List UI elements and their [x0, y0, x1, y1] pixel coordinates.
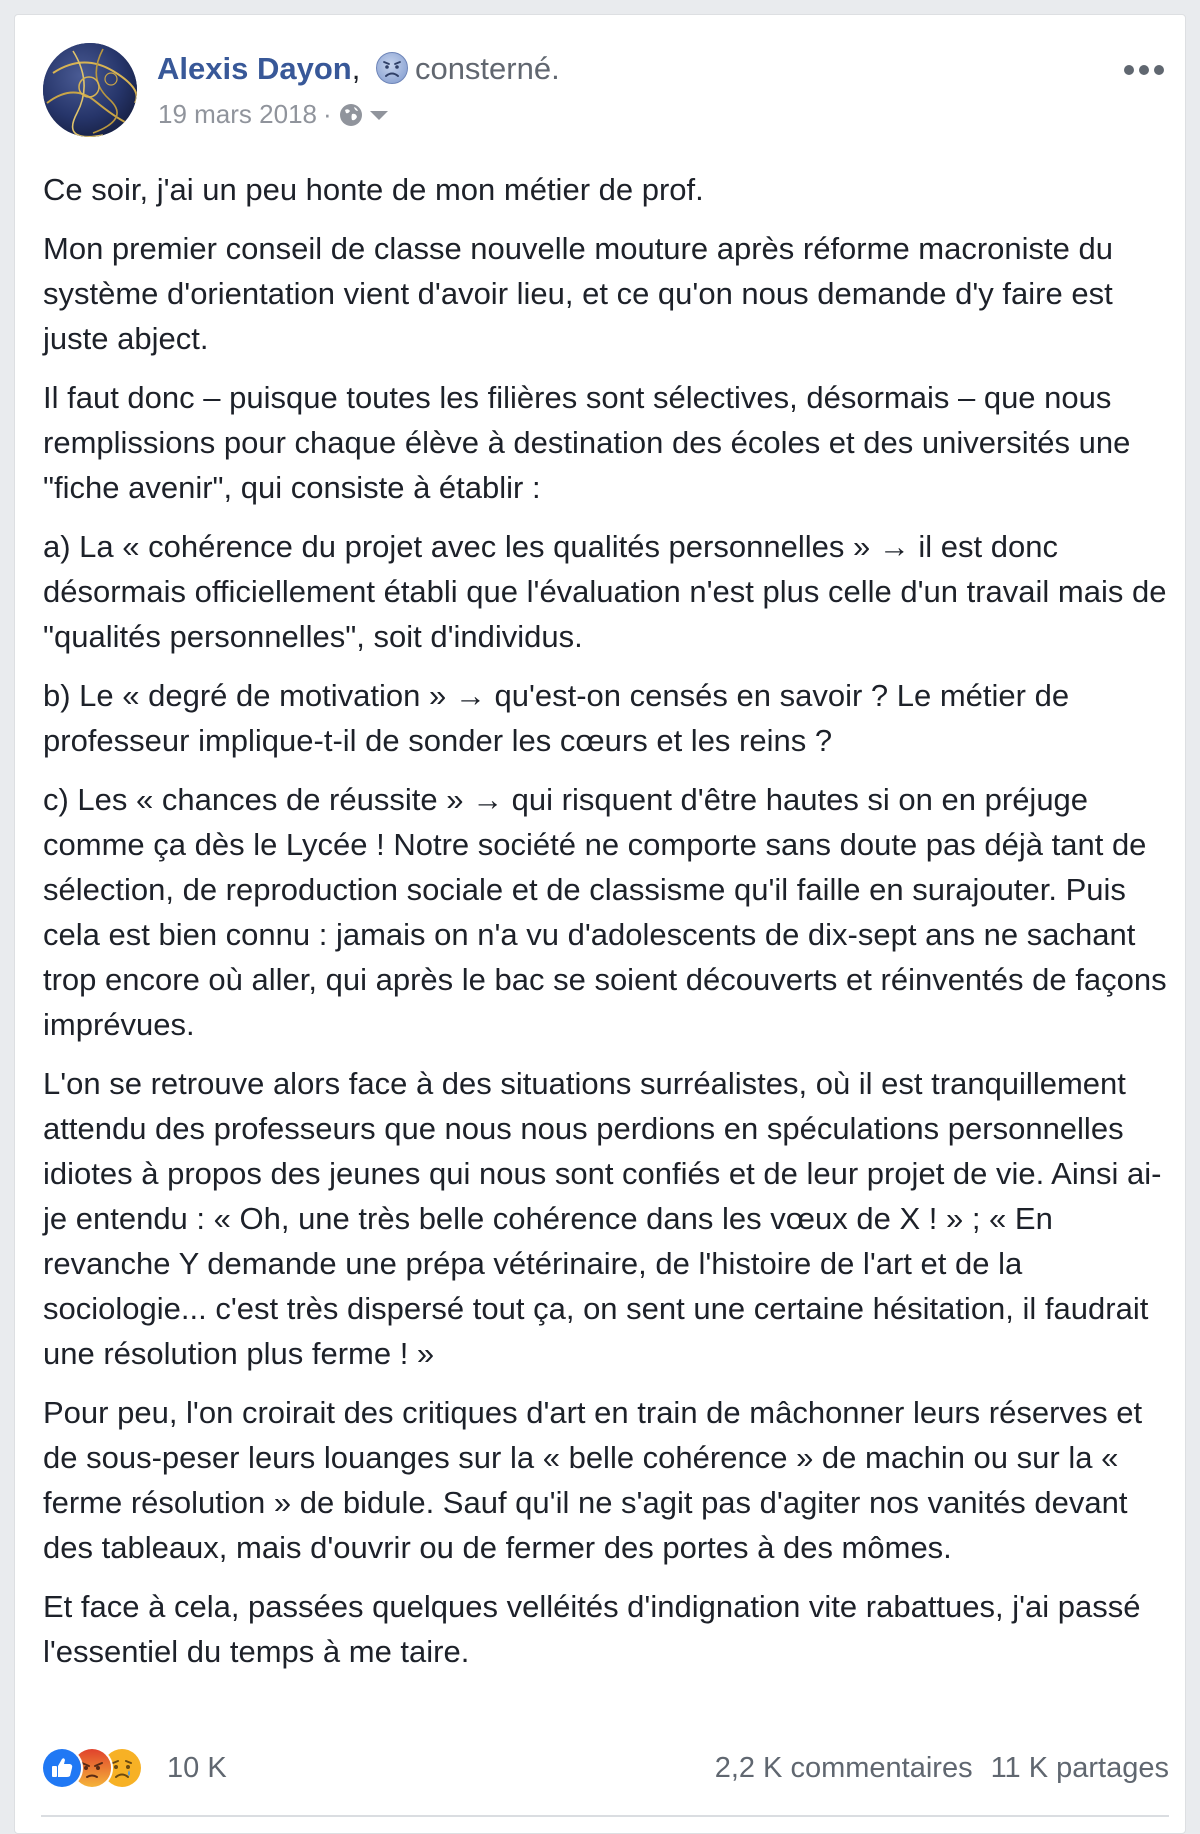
post-footer	[41, 1737, 1169, 1797]
post-body	[43, 167, 1169, 1688]
engagement-counts	[715, 1749, 1169, 1787]
reaction-count[interactable]: 10 K	[167, 1752, 227, 1784]
post-paragraph: c) Les « chances de réussite » → qui risquent d'être hautes si on en préjuge comme ça dès le Lycée ! Notre société ne comporte sans doute pas déjà tant de sélection, de reproduction sociale et de classisme qu'il faille en surajouter. Puis cela est bien connu : jamais on n'a vu d'adolescents de dix-sept ans ne sachant trop encore où aller, qui après le bac se soient découverts et réinventés de façons imprévues.	[43, 782, 1167, 1042]
post-paragraph: Et face à cela, passées quelques velléités d'indignation vite rabattues, j'ai passé l'essentiel du temps à me taire.	[43, 1589, 1141, 1669]
globe-icon[interactable]	[338, 102, 364, 128]
like-icon[interactable]	[41, 1747, 83, 1789]
feeling-text: consterné.	[414, 51, 560, 86]
post-meta	[158, 97, 390, 131]
post-paragraph: a) La « cohérence du projet avec les qualités personnelles » → il est donc désormais officiellement établi que l'évaluation n'est plus celle d'un travail mais de "qualités personnelles", soit d'individus.	[43, 529, 1167, 654]
comments-count-link[interactable]: 2,2 K commentaires	[714, 1752, 973, 1784]
post-paragraph: Mon premier conseil de classe nouvelle mouture après réforme macroniste du système d'orientation vient d'avoir lieu, et ce qu'on nous demande d'y faire est juste abject.	[43, 231, 1113, 356]
footer-divider	[41, 1815, 1169, 1817]
author-name[interactable]: Alexis Dayon	[157, 51, 352, 86]
meta-separator: ·	[322, 99, 332, 129]
post-paragraph: b) Le « degré de motivation » → qu'est-on censés en savoir ? Le métier de professeur implique-t-il de sonder les cœurs et les reins ?	[43, 678, 1070, 758]
author-comma: ,	[351, 51, 361, 86]
avatar-image	[43, 43, 137, 137]
post-date[interactable]: 19 mars 2018	[158, 99, 317, 129]
post-paragraph: Pour peu, l'on croirait des critiques d'art en train de mâchonner leurs réserves et de sous-peser leurs louanges sur la « belle cohérence » de machin ou sur la « ferme résolution » de bidule. Sauf qu'il ne s'agit pas d'agiter nos vanités devant des tableaux, mais d'ouvrir ou de fermer des portes à des mômes.	[43, 1395, 1143, 1565]
chevron-down-icon[interactable]	[368, 108, 390, 122]
post-paragraph: L'on se retrouve alors face à des situations surréalistes, où il est tranquillement attendu des professeurs que nous nous perdions en spéculations personnelles idiotes à propos des jeunes qui nous sont confiés et de leur projet de vie. Ainsi ai-je entendu : « Oh, une très belle cohérence dans les vœux de X ! » ; « En revanche Y demande une prépa vétérinaire, de l'histoire de l'art et de la sociologie... c'est très dispersé tout ça, on sent une certaine hésitation, il faudrait une résolution plus ferme ! »	[43, 1066, 1162, 1371]
sad-face-icon	[375, 51, 409, 85]
more-icon	[1115, 55, 1175, 85]
post-header	[157, 49, 560, 89]
post-paragraph: Il faut donc – puisque toutes les filières sont sélectives, désormais – que nous remplissions pour chaque élève à destination des écoles et des universités une "fiche avenir", qui consiste à établir :	[43, 380, 1131, 505]
shares-count-link[interactable]: 11 K partages	[990, 1752, 1169, 1784]
post-paragraph: Ce soir, j'ai un peu honte de mon métier de prof.	[43, 172, 704, 207]
avatar[interactable]	[43, 43, 137, 137]
post-card	[14, 14, 1186, 1834]
more-options-button[interactable]	[1115, 55, 1175, 85]
